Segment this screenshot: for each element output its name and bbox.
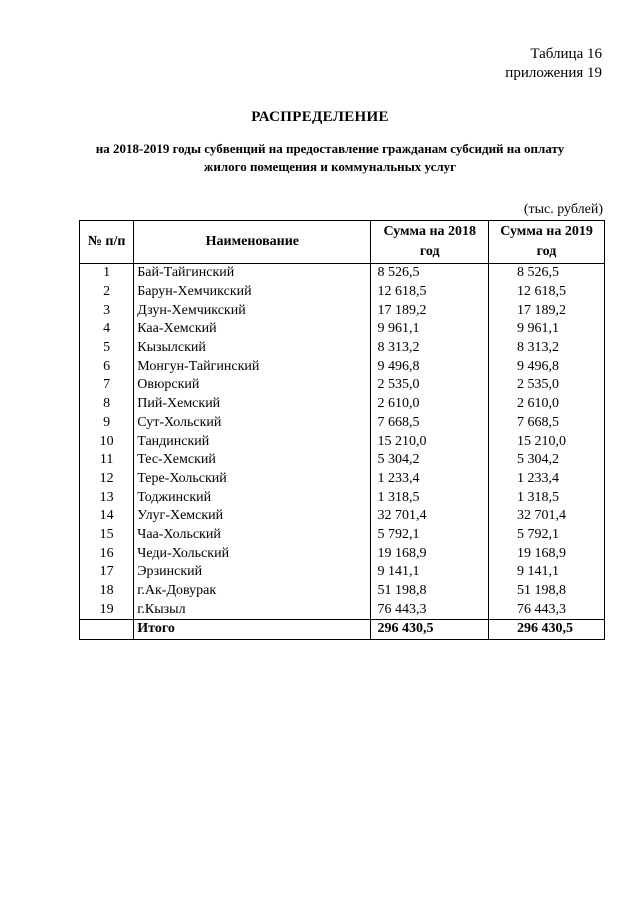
distribution-table: [79, 220, 605, 640]
total-row: [80, 620, 605, 640]
row-number-cell: 6: [80, 357, 134, 376]
row-number-cell: 16: [80, 544, 134, 563]
row-name-cell: Тандинский: [134, 432, 371, 451]
row-2019-cell: 8 313,2: [489, 339, 605, 358]
table-row: [80, 451, 605, 470]
document-title: РАСПРЕДЕЛЕНИЕ: [251, 109, 389, 125]
table-row: [80, 582, 605, 601]
table-row: [80, 301, 605, 320]
row-name-cell: Тес-Хемский: [134, 451, 371, 470]
row-2018-cell: 17 189,2: [371, 301, 489, 320]
row-2018-cell: 15 210,0: [371, 432, 489, 451]
col-header-2018-line1: Сумма на 2018: [383, 224, 477, 239]
row-number-cell: 10: [80, 432, 134, 451]
table-reference: [505, 45, 602, 83]
row-number-cell: 17: [80, 563, 134, 582]
row-2019-cell: 2 610,0: [489, 395, 605, 414]
total-label-cell: Итого: [134, 620, 371, 640]
table-row: [80, 470, 605, 489]
table-row: [80, 526, 605, 545]
table-row: [80, 432, 605, 451]
row-2018-cell: 1 318,5: [371, 488, 489, 507]
col-header-2019: [489, 221, 605, 264]
row-2019-cell: 19 168,9: [489, 544, 605, 563]
total-2018-cell: 296 430,5: [371, 620, 489, 640]
row-2019-cell: 9 496,8: [489, 357, 605, 376]
row-number-cell: 9: [80, 414, 134, 433]
table-row: [80, 507, 605, 526]
table-row: [80, 414, 605, 433]
row-2018-cell: 2 535,0: [371, 376, 489, 395]
row-2019-cell: 5 792,1: [489, 526, 605, 545]
row-number-cell: 3: [80, 301, 134, 320]
subtitle-line-1: на 2018-2019 годы субвенций на предоставление гражданам субсидий на оплату: [95, 141, 565, 156]
row-name-cell: Эрзинский: [134, 563, 371, 582]
table-row: [80, 283, 605, 302]
table-row: [80, 563, 605, 582]
col-header-name: Наименование: [134, 221, 371, 264]
col-header-2018: [371, 221, 489, 264]
row-name-cell: Каа-Хемский: [134, 320, 371, 339]
row-2018-cell: 8 526,5: [371, 264, 489, 283]
row-2018-cell: 12 618,5: [371, 283, 489, 302]
row-2019-cell: 1 318,5: [489, 488, 605, 507]
table-header-row: [80, 221, 605, 264]
row-2019-cell: 9 141,1: [489, 563, 605, 582]
row-2019-cell: 9 961,1: [489, 320, 605, 339]
table-row: [80, 339, 605, 358]
table-row: [80, 357, 605, 376]
row-number-cell: 15: [80, 526, 134, 545]
table-row: [80, 488, 605, 507]
row-2018-cell: 76 443,3: [371, 600, 489, 619]
col-header-2019-line2: год: [536, 244, 557, 259]
col-header-num: № п/п: [80, 221, 134, 264]
table-row: [80, 264, 605, 283]
row-2019-cell: 76 443,3: [489, 600, 605, 619]
row-name-cell: Чеди-Хольский: [134, 544, 371, 563]
row-number-cell: 1: [80, 264, 134, 283]
total-2019-cell: 296 430,5: [489, 620, 605, 640]
row-name-cell: г.Кызыл: [134, 600, 371, 619]
row-2018-cell: 9 141,1: [371, 563, 489, 582]
row-2019-cell: 32 701,4: [489, 507, 605, 526]
row-number-cell: 2: [80, 283, 134, 302]
appendix-label: приложения 19: [505, 65, 602, 81]
row-number-cell: 14: [80, 507, 134, 526]
row-2018-cell: 5 304,2: [371, 451, 489, 470]
row-2018-cell: 7 668,5: [371, 414, 489, 433]
row-name-cell: Тоджинский: [134, 488, 371, 507]
row-name-cell: Сут-Хольский: [134, 414, 371, 433]
table-row: [80, 320, 605, 339]
row-name-cell: Улуг-Хемский: [134, 507, 371, 526]
row-name-cell: Бай-Тайгинский: [134, 264, 371, 283]
row-name-cell: Дзун-Хемчикский: [134, 301, 371, 320]
document-subtitle: [75, 140, 585, 176]
row-name-cell: Барун-Хемчикский: [134, 283, 371, 302]
unit-label: (тыс. рублей): [523, 202, 603, 217]
row-name-cell: Чаа-Хольский: [134, 526, 371, 545]
col-header-2019-line1: Сумма на 2019: [500, 224, 593, 239]
row-number-cell: 12: [80, 470, 134, 489]
row-2019-cell: 17 189,2: [489, 301, 605, 320]
subtitle-line-2: жилого помещения и коммунальных услуг: [203, 159, 457, 174]
row-number-cell: 19: [80, 600, 134, 619]
col-header-2018-line2: год: [419, 244, 440, 259]
row-2019-cell: 2 535,0: [489, 376, 605, 395]
table-row: [80, 600, 605, 619]
row-number-cell: 13: [80, 488, 134, 507]
row-2019-cell: 5 304,2: [489, 451, 605, 470]
row-2019-cell: 12 618,5: [489, 283, 605, 302]
total-number-cell: [80, 620, 134, 640]
row-name-cell: Пий-Хемский: [134, 395, 371, 414]
row-2018-cell: 5 792,1: [371, 526, 489, 545]
row-number-cell: 18: [80, 582, 134, 601]
row-2018-cell: 9 961,1: [371, 320, 489, 339]
row-name-cell: Овюрский: [134, 376, 371, 395]
row-2019-cell: 8 526,5: [489, 264, 605, 283]
row-name-cell: Тере-Хольский: [134, 470, 371, 489]
row-name-cell: Кызылский: [134, 339, 371, 358]
row-2018-cell: 19 168,9: [371, 544, 489, 563]
row-2019-cell: 7 668,5: [489, 414, 605, 433]
row-number-cell: 5: [80, 339, 134, 358]
row-2019-cell: 15 210,0: [489, 432, 605, 451]
row-name-cell: Монгун-Тайгинский: [134, 357, 371, 376]
row-2018-cell: 51 198,8: [371, 582, 489, 601]
row-number-cell: 8: [80, 395, 134, 414]
row-2018-cell: 8 313,2: [371, 339, 489, 358]
row-number-cell: 4: [80, 320, 134, 339]
table-row: [80, 544, 605, 563]
row-2019-cell: 51 198,8: [489, 582, 605, 601]
row-2019-cell: 1 233,4: [489, 470, 605, 489]
table-row: [80, 376, 605, 395]
row-2018-cell: 9 496,8: [371, 357, 489, 376]
table-number-label: Таблица 16: [530, 46, 602, 62]
table-row: [80, 395, 605, 414]
row-number-cell: 11: [80, 451, 134, 470]
row-2018-cell: 1 233,4: [371, 470, 489, 489]
row-name-cell: г.Ак-Довурак: [134, 582, 371, 601]
row-number-cell: 7: [80, 376, 134, 395]
row-2018-cell: 2 610,0: [371, 395, 489, 414]
row-2018-cell: 32 701,4: [371, 507, 489, 526]
